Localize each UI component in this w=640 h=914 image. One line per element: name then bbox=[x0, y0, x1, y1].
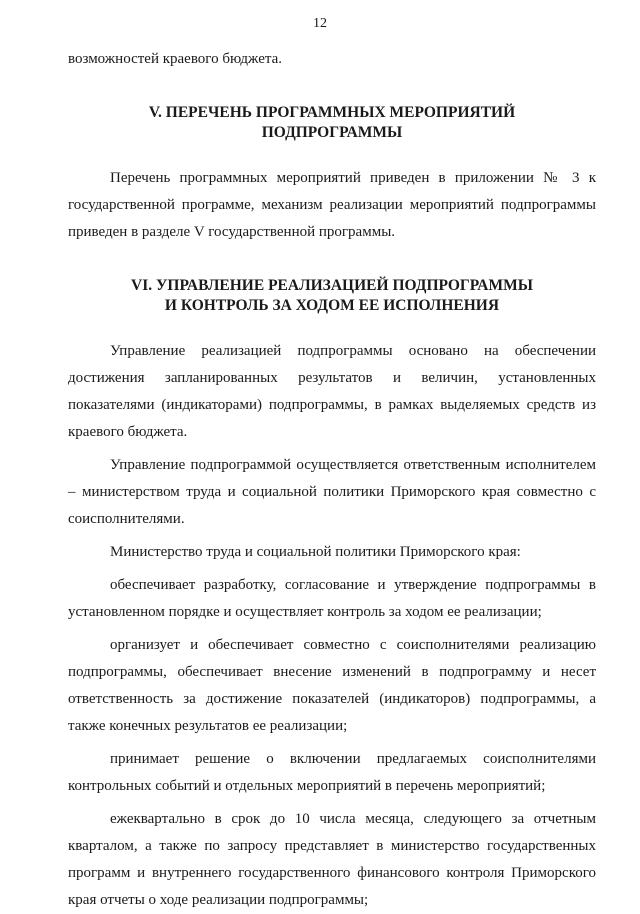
section-6-heading bbox=[68, 276, 596, 316]
section-6-paragraph: Управление реализацией подпрограммы основано на обеспечении достижения запланированных результатов и величин, установленных показателями (индикаторами) подпрограммы, в рамках выделяемых средств из краевого бюджета. bbox=[68, 343, 596, 440]
section-6-paragraph: обеспечивает разработку, согласование и утверждение подпрограммы в установленном порядке и осуществляет контроль за ходом ее реализации; bbox=[68, 577, 596, 620]
section-6-paragraph: Управление подпрограммой осуществляется ответственным исполнителем – министерством труда и социальной политики Приморского края совместно с соисполнителями. bbox=[68, 457, 596, 527]
section-6-paragraph: Министерство труда и социальной политики Приморского края: bbox=[110, 544, 521, 560]
section-6-paragraph: ежеквартально в срок до 10 числа месяца, следующего за отчетным кварталом, а также по запросу представляет в министерство государственных программ и внутреннего государственного финансового контроля Приморского края отчеты о ходе реализации подпрограммы; bbox=[68, 811, 596, 908]
intro-fragment: возможностей краевого бюджета. bbox=[68, 51, 283, 67]
section-6-paragraph: принимает решение о включении предлагаемых соисполнителями контрольных событий и отдельных мероприятий в перечень мероприятий; bbox=[68, 751, 596, 794]
section-6-heading-line2: И КОНТРОЛЬ ЗА ХОДОМ ЕЕ ИСПОЛНЕНИЯ bbox=[164, 297, 500, 314]
document-body bbox=[68, 46, 596, 914]
section-5-heading-line2: ПОДПРОГРАММЫ bbox=[261, 124, 403, 141]
section-6-paragraph: организует и обеспечивает совместно с соисполнителями реализацию подпрограммы, обеспечивает внесение изменений в подпрограмму и несет ответственность за достижение показателей (индикаторов) подпрограммы, а также конечных результатов ее реализации; bbox=[68, 637, 596, 734]
section-5-paragraph: Перечень программных мероприятий приведен в приложении № 3 к государственной программе, механизм реализации мероприятий подпрограммы приведен в разделе V государственной программы. bbox=[68, 170, 596, 240]
section-6-heading-line1: VI. УПРАВЛЕНИЕ РЕАЛИЗАЦИЕЙ ПОДПРОГРАММЫ bbox=[131, 277, 533, 294]
section-5-heading bbox=[68, 103, 596, 143]
page-number: 12 bbox=[313, 16, 327, 31]
section-5-heading-line1: V. ПЕРЕЧЕНЬ ПРОГРАММНЫХ МЕРОПРИЯТИЙ bbox=[148, 104, 516, 121]
